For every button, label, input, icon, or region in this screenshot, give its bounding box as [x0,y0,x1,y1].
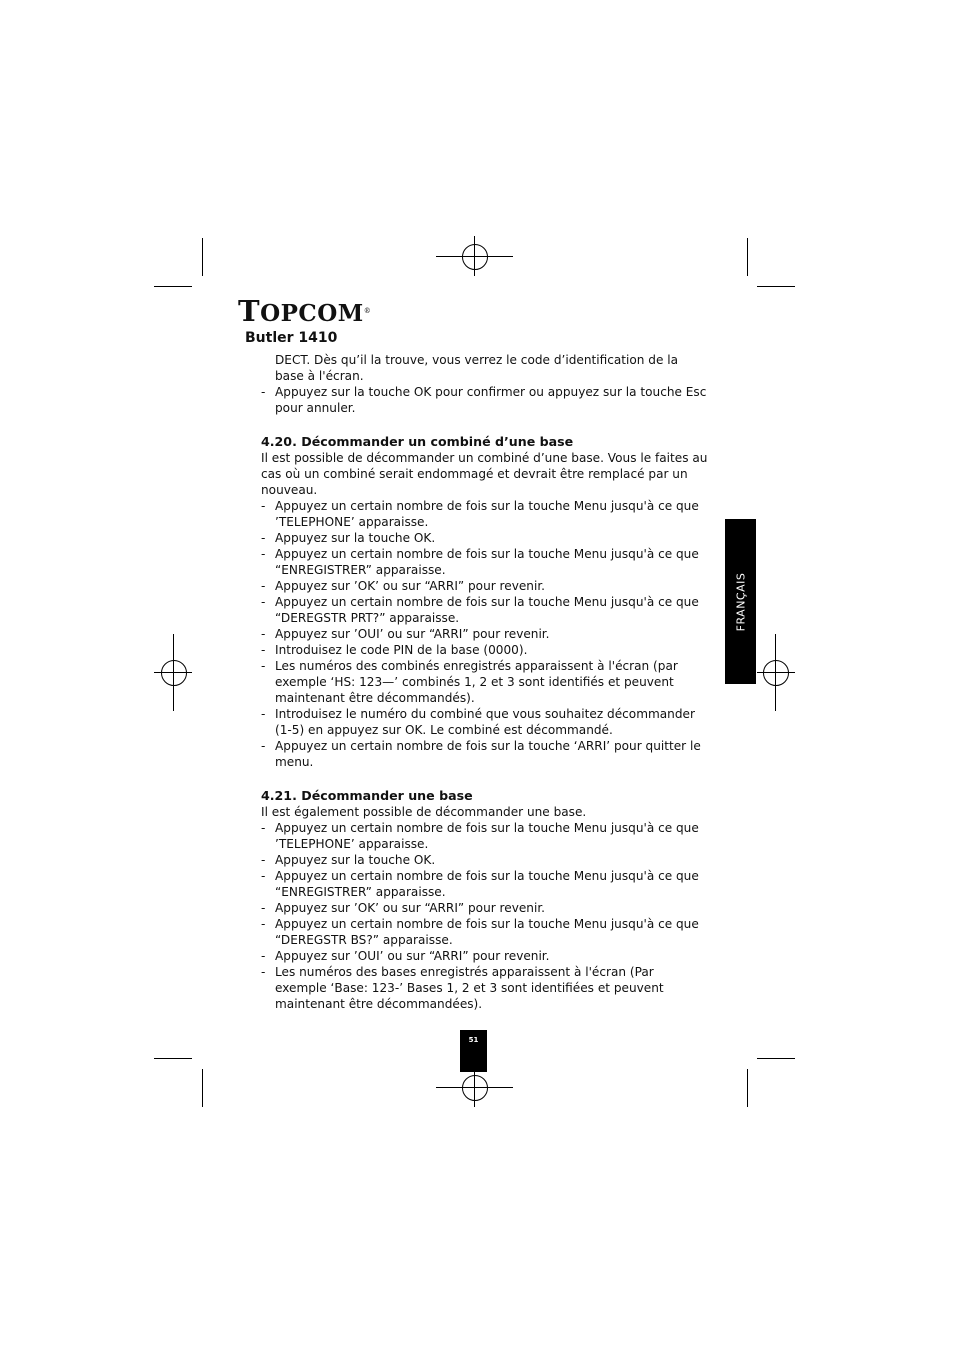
bullet-dash: - [261,917,266,931]
page-number: 51 [468,1036,479,1044]
list-item [261,916,709,948]
list-item [261,900,709,916]
language-label: FRANÇAIS [734,572,747,631]
crop-mark [154,286,192,287]
registration-mark [474,1069,475,1107]
registration-mark [154,672,192,673]
registration-mark [757,672,795,673]
bullet-dash: - [261,965,266,979]
section-heading: 4.20. Décommander un combiné d’une base [261,434,574,449]
list-item-text: Appuyez un certain nombre de fois sur la touche Menu jusqu'à ce que “ENREGISTRER” apparaisse. [275,869,699,899]
list-item-text: Appuyez un certain nombre de fois sur la touche Menu jusqu'à ce que “ENREGISTRER” apparaisse. [275,547,699,577]
crop-mark [747,1069,748,1107]
registration-mark [763,660,789,686]
crop-mark [747,238,748,276]
bullet-dash: - [261,595,266,609]
registration-mark [436,256,513,257]
bullet-dash: - [261,853,266,867]
section-list [261,820,709,1012]
language-tab [725,519,756,684]
list-item [261,626,709,642]
list-item [261,578,709,594]
list-item-text: Appuyez sur ’OUI’ ou sur “ARRI” pour revenir. [275,627,550,641]
section-heading: 4.21. Décommander une base [261,788,473,803]
intro-list [261,384,709,416]
list-item-text: Introduisez le numéro du combiné que vous souhaitez décommander (1-5) en appuyez sur OK. Le combiné est décommandé. [275,707,695,737]
registration-mark [462,1075,488,1101]
list-item-text: Appuyez un certain nombre de fois sur la touche ‘ARRI’ pour quitter le menu. [275,739,701,769]
list-item [261,852,709,868]
crop-mark [202,238,203,276]
list-item [261,948,709,964]
list-item-text: Appuyez sur la touche OK. [275,853,436,867]
bullet-dash: - [261,547,266,561]
section-4-20 [261,434,709,770]
list-item-text: Appuyez sur la touche OK. [275,531,436,545]
bullet-dash: - [261,949,266,963]
bullet-dash: - [261,531,266,545]
section-intro: Il est possible de décommander un combiné d’une base. Vous le faites au cas où un combiné serait endommagé et devrait être remplacé par un nouveau. [261,451,708,497]
list-item [261,658,709,706]
brand-wordmark: TOPCOM® [238,294,372,328]
list-item-text: Appuyez un certain nombre de fois sur la touche Menu jusqu'à ce que ’TELEPHONE’ apparaisse. [275,499,699,529]
list-item-text: Introduisez le code PIN de la base (0000). [275,643,528,657]
brand-logo [238,294,372,346]
list-item [261,498,709,530]
list-item-text: Appuyez sur ’OUI’ ou sur “ARRI” pour revenir. [275,949,550,963]
bullet-dash: - [261,707,266,721]
list-item [261,530,709,546]
list-item [261,546,709,578]
list-item-text: Appuyez sur la touche OK pour confirmer ou appuyez sur la touche Esc pour annuler. [275,385,707,415]
bullet-dash: - [261,627,266,641]
list-item [261,820,709,852]
list-item [261,868,709,900]
section-intro: Il est également possible de décommander une base. [261,805,587,819]
list-item [261,384,709,416]
bullet-dash: - [261,869,266,883]
bullet-dash: - [261,901,266,915]
bullet-dash: - [261,499,266,513]
list-item-text: Appuyez un certain nombre de fois sur la touche Menu jusqu'à ce que “DEREGSTR BS?” apparaisse. [275,917,699,947]
list-item [261,594,709,626]
list-item [261,964,709,1012]
list-item-text: Les numéros des bases enregistrés apparaissent à l'écran (Par exemple ‘Base: 123-’ Bases 1, 2 et 3 sont identifiées et peuvent maintenant être décommandées). [275,965,664,1011]
bullet-dash: - [261,385,266,399]
list-item-text: Appuyez sur ’OK’ ou sur “ARRI” pour revenir. [275,901,546,915]
bullet-dash: - [261,821,266,835]
registration-mark [161,660,187,686]
page-content [261,352,709,1012]
list-item [261,738,709,770]
list-item [261,642,709,658]
page-number-tab [460,1030,487,1072]
bullet-dash: - [261,739,266,753]
list-item-text: Appuyez sur ’OK’ ou sur “ARRI” pour revenir. [275,579,546,593]
bullet-dash: - [261,643,266,657]
list-item [261,706,709,738]
list-item-text: Appuyez un certain nombre de fois sur la touche Menu jusqu'à ce que ’TELEPHONE’ apparaisse. [275,821,699,851]
section-4-21 [261,788,709,1012]
crop-mark [757,1058,795,1059]
bullet-dash: - [261,579,266,593]
registration-mark [462,244,488,270]
crop-mark [757,286,795,287]
crop-mark [202,1069,203,1107]
registration-mark [436,1087,513,1088]
registered-mark: ® [363,307,372,315]
section-list [261,498,709,770]
list-item-text: Les numéros des combinés enregistrés apparaissent à l'écran (par exemple ‘HS: 123—’ combinés 1, 2 et 3 sont identifiés et peuvent maintenant être décommandés). [275,659,678,705]
crop-mark [154,1058,192,1059]
bullet-dash: - [261,659,266,673]
intro-continuation: DECT. Dès qu’il la trouve, vous verrez le code d’identification de la base à l'écran. [275,353,679,383]
list-item-text: Appuyez un certain nombre de fois sur la touche Menu jusqu'à ce que “DEREGSTR PRT?” apparaisse. [275,595,699,625]
model-name: Butler 1410 [245,330,338,346]
